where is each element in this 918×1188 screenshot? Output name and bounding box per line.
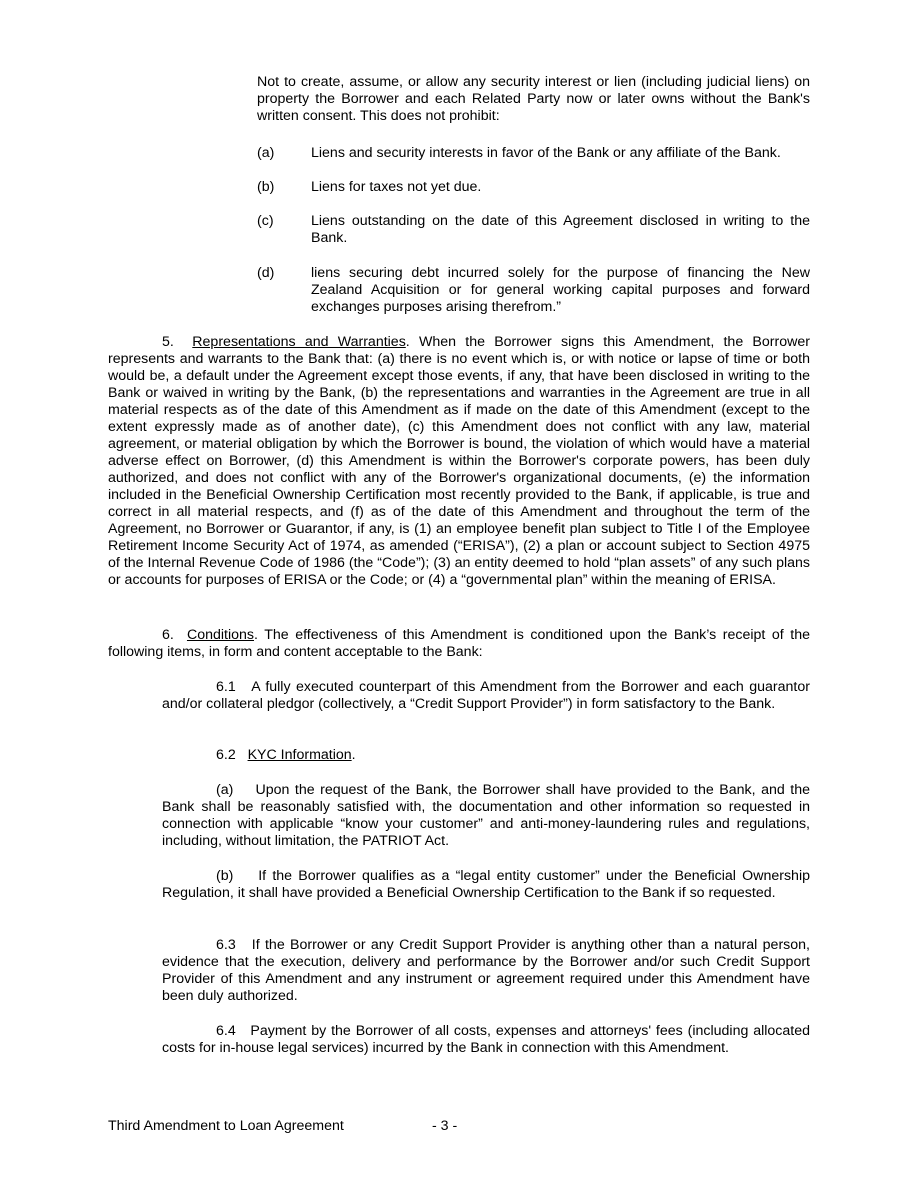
lien-text: liens securing debt incurred solely for the purpose of financing the New Zealand Acquisition or for general working capital purposes and forward exchanges purposes arising therefrom.” [311, 265, 810, 315]
lien-text: Liens and security interests in favor of the Bank or any affiliate of the Bank. [311, 145, 781, 161]
subitem-label: (b) [216, 868, 234, 884]
condition-number: 6.4 [216, 1023, 236, 1039]
condition-heading: KYC Information [247, 747, 352, 763]
condition-6-1 [162, 679, 810, 713]
lien-text: Liens outstanding on the date of this Agreement disclosed in writing to the Bank. [311, 213, 810, 246]
condition-6-2 [162, 747, 810, 764]
condition-6-2-a [162, 782, 810, 850]
lien-text: Liens for taxes not yet due. [311, 179, 482, 195]
subitem-label: (a) [216, 782, 234, 798]
footer-page-number: - 3 - [432, 1118, 458, 1134]
section-5-representations [108, 334, 810, 589]
condition-number: 6.2 [216, 747, 236, 763]
section-number: 6. [162, 627, 174, 643]
condition-text: A fully executed counterpart of this Amendment from the Borrower and each guarantor and/or collateral pledgor (collectively, a “Credit Support Provider”) in form satisfactory to the Bank. [162, 679, 810, 712]
lien-label: (d) [257, 265, 275, 281]
section-6-conditions [108, 627, 810, 661]
condition-number: 6.1 [216, 679, 236, 695]
footer-title: Third Amendment to Loan Agreement [108, 1118, 344, 1134]
section-heading: Representations and Warranties [192, 334, 406, 350]
lien-label: (b) [257, 179, 275, 195]
lien-label: (a) [257, 145, 275, 161]
section-body: . The effectiveness of this Amendment is conditioned upon the Bank’s receipt of the following items, in form and content acceptable to the Bank: [108, 627, 810, 660]
condition-text: If the Borrower or any Credit Support Provider is anything other than a natural person, evidence that the execution, delivery and performance by the Borrower and/or such Credit Support Provider of this Amendment and any instrument or agreement required under this Amendment have been duly authorized. [162, 937, 810, 1004]
section-number: 5. [162, 334, 174, 350]
condition-6-3 [162, 937, 810, 1005]
section-body: . When the Borrower signs this Amendment, the Borrower represents and warrants to the Bank that: (a) there is no event which is, or with notice or lapse of time or both would be, a default under the Agreement except those events, if any, that have been disclosed in writing to the Bank or waived in writing by the Bank, (b) the representations and warranties in the Agreement are true in all material respects as of the date of this Amendment as if made on the date of this Amendment (except to the extent expressly made as of another date), (c) this Amendment does not conflict with any law, material agreement, or material obligation by which the Borrower is bound, the violation of which would have a material adverse effect on Borrower, (d) this Amendment is within the Borrower's corporate powers, has been duly authorized, and does not conflict with any of the Borrower's organizational documents, (e) the information included in the Beneficial Ownership Certification most recently provided to the Bank, if applicable, is true and correct in all material respects, and (f) as of the date of this Amendment and throughout the term of the Agreement, no Borrower or Guarantor, if any, is (1) an employee benefit plan subject to Title I of the Employee Retirement Income Security Act of 1974, as amended (“ERISA”), (2) a plan or account subject to Section 4975 of the Internal Revenue Code of 1986 (the “Code”); (3) an entity deemed to hold “plan assets” of any such plans or accounts for purposes of ERISA or the Code; or (4) a “governmental plan” within the meaning of ERISA. [108, 334, 810, 588]
subitem-text: If the Borrower qualifies as a “legal entity customer” under the Beneficial Ownership Regulation, it shall have provided a Beneficial Ownership Certification to the Bank if so requested. [162, 868, 810, 901]
condition-6-4 [162, 1023, 810, 1057]
negative-covenant-intro: Not to create, assume, or allow any security interest or lien (including judicial liens) on property the Borrower and each Related Party now or later owns without the Bank's written consent. This does not prohibit: [257, 74, 810, 124]
subitem-text: Upon the request of the Bank, the Borrower shall have provided to the Bank, and the Bank shall be reasonably satisfied with, the documentation and other information so requested in connection with applicable “know your customer” and anti-money-laundering rules and regulations, including, without limitation, the PATRIOT Act. [162, 782, 810, 849]
condition-6-2-b [162, 868, 810, 902]
condition-number: 6.3 [216, 937, 236, 953]
condition-text: Payment by the Borrower of all costs, expenses and attorneys' fees (including allocated costs for in-house legal services) incurred by the Bank in connection with this Amendment. [162, 1023, 811, 1056]
section-heading: Conditions [186, 627, 254, 643]
condition-heading-period: . [351, 747, 356, 763]
lien-label: (c) [257, 213, 274, 229]
